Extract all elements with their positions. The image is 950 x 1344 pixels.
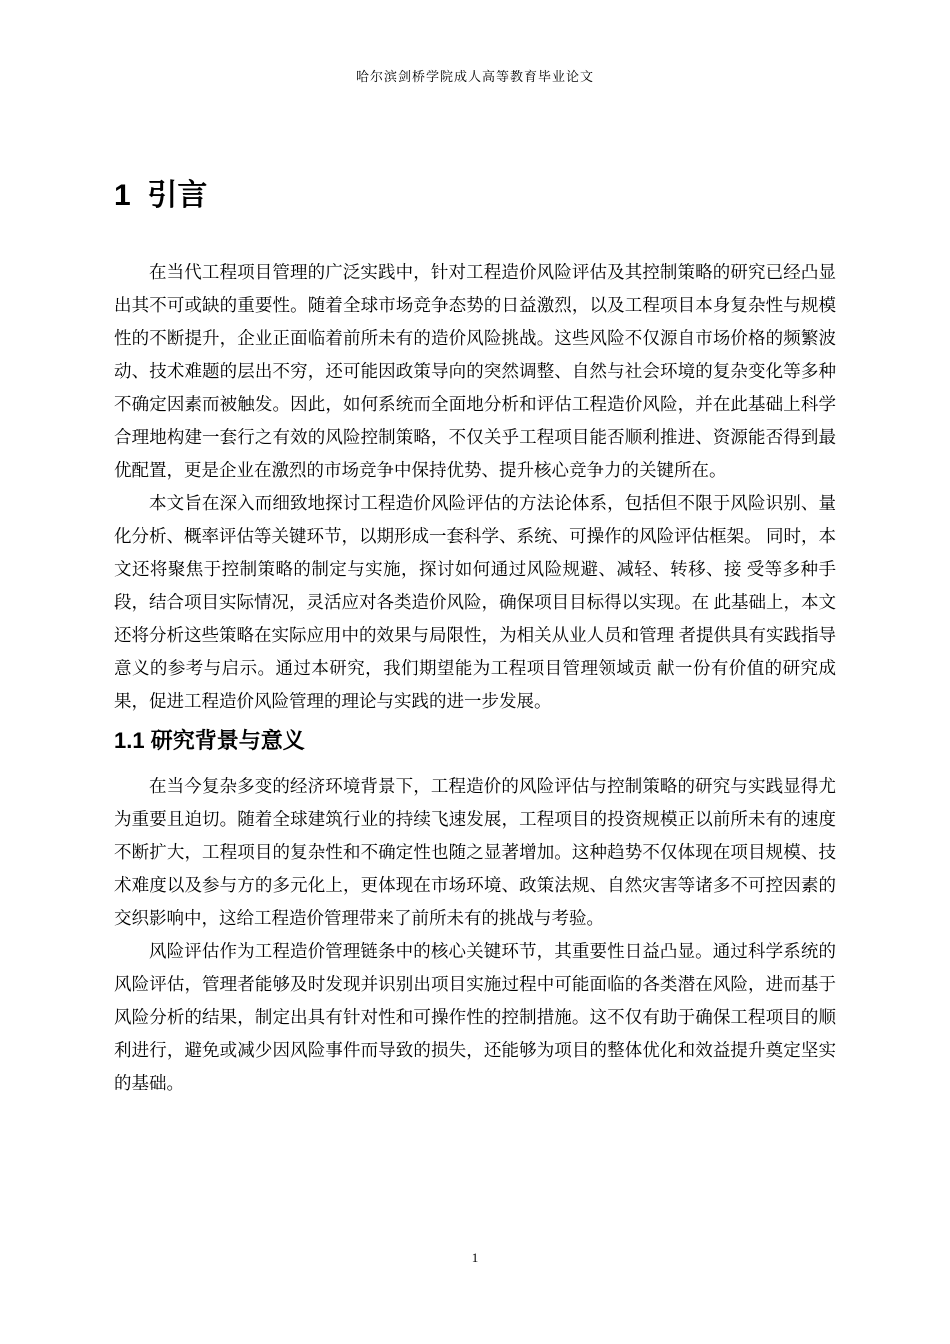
chapter-heading: 1 引言 — [114, 179, 208, 212]
section-heading: 1.1 研究背景与意义 — [114, 728, 305, 753]
paragraph: 在当今复杂多变的经济环境背景下，工程造价的风险评估与控制策略的研究与实践显得尤为重要且迫切。随着全球建筑行业的持续飞速发展，工程项目的投资规模正以前所未有的速度不断扩大，工程项目的复杂性和不确定性也随之显著增加。这种趋势不仅体现在项目规模、技术难度以及参与方的多元化上，更体现在市场环境、政策法规、自然灾害等诸多不可控因素的交织影响中，这给工程造价管理带来了前所未有的挑战与考验。 — [114, 776, 836, 928]
page-number: 1 — [471, 1250, 479, 1265]
paragraph: 在当代工程项目管理的广泛实践中，针对工程造价风险评估及其控制策略的研究已经凸显出其不可或缺的重要性。随着全球市场竞争态势的日益激烈，以及工程项目本身复杂性与规模性的不断提升，企业正面临着前所未有的造价风险挑战。这些风险不仅源自市场价格的频繁波动、技术难题的层出不穷，还可能因政策导向的突然调整、自然与社会环境的复杂变化等多种不确定因素而被触发。因此，如何系统而全面地分析和评估工程造价风险，并在此基础上科学合理地构建一套行之有效的风险控制策略，不仅关乎工程项目能否顺利推进、资源能否得到最优配置，更是企业在激烈的市场竞争中保持优势、提升核心竞争力的关键所在。 — [114, 262, 836, 480]
page-content — [114, 0, 836, 1100]
header-text: 哈尔滨剑桥学院成人高等教育毕业论文 — [355, 69, 594, 84]
page-footer — [0, 1250, 950, 1266]
paragraph: 风险评估作为工程造价管理链条中的核心关键环节，其重要性日益凸显。通过科学系统的风险评估，管理者能够及时发现并识别出项目实施过程中可能面临的各类潜在风险，进而基于风险分析的结果，制定出具有针对性和可操作性的控制措施。这不仅有助于确保工程项目的顺利进行，避免或减少因风险事件而导致的损失，还能够为项目的整体优化和效益提升奠定坚实的基础。 — [114, 941, 836, 1093]
paragraph: 本文旨在深入而细致地探讨工程造价风险评估的方法论体系，包括但不限于风险识别、量化分析、概率评估等关键环节，以期形成一套科学、系统、可操作的风险评估框架。 同时，本文还将聚焦于控制策略的制定与实施，探讨如何通过风险规避、减轻、转移、接 受等多种手段，结合项目实际情况，灵活应对各类造价风险，确保项目目标得以实现。在 此基础上，本文还将分析这些策略在实际应用中的效果与局限性，为相关从业人员和管理 者提供具有实践指导意义的参考与启示。通过本研究，我们期望能为工程项目管理领域贡 献一份有价值的研究成果，促进工程造价风险管理的理论与实践的进一步发展。 — [114, 493, 836, 711]
